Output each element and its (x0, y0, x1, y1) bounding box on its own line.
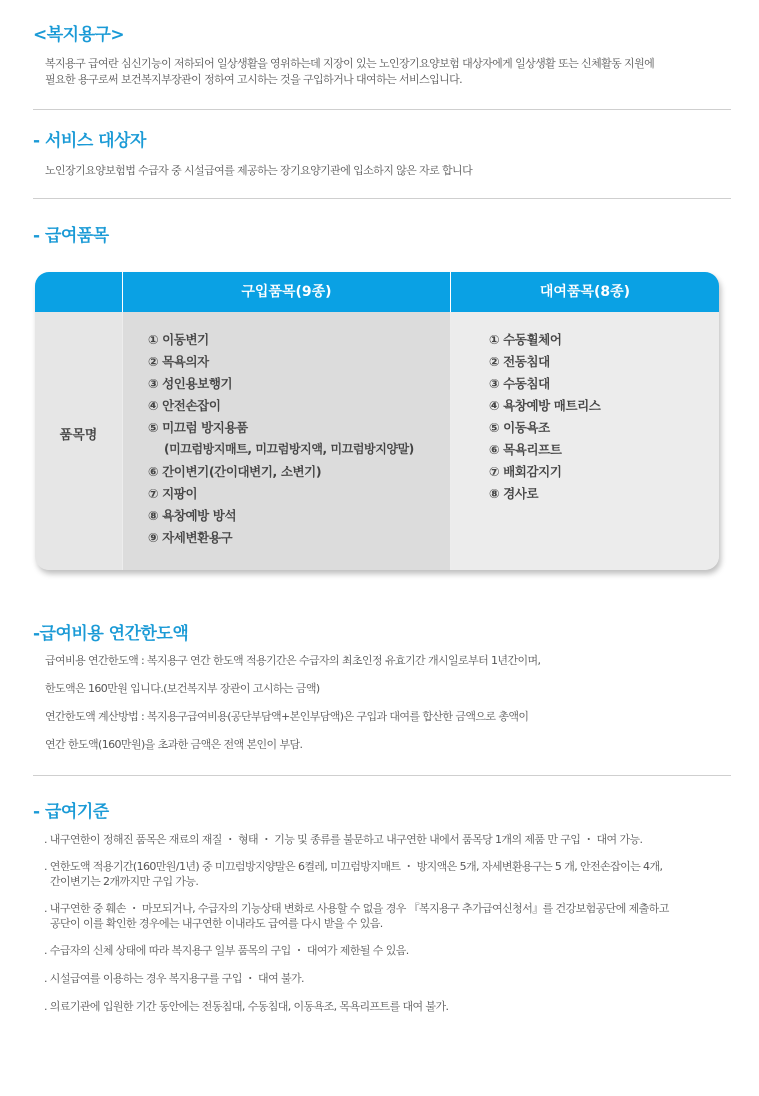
benefit-items-table (35, 272, 719, 570)
rental-item: ④ 욕창예방 매트리스 (489, 398, 601, 413)
annual-limit-line-4: 연간 한도액(160만원)을 초과한 금액은 전액 본인이 부담. (45, 738, 303, 751)
annual-limit-line-3: 연간한도액 계산방법 : 복지용구급여비용(공단부담액+본인부담액)은 구입과 대여를 합산한 금액으로 총액이 (45, 710, 529, 723)
section-title-service-target: - 서비스 대상자 (33, 131, 146, 151)
criteria-item-cont: 공단이 이를 확인한 경우에는 내구연한 이내라도 급여를 다시 받을 수 있음. (50, 917, 383, 930)
purchase-items-cell (123, 312, 450, 570)
divider (33, 775, 731, 776)
section-title-benefit-items: - 급여품목 (33, 226, 109, 246)
purchase-item: ② 목욕의자 (148, 354, 209, 369)
criteria-item-cont: 간이변기는 2개까지만 구입 가능. (50, 875, 199, 888)
purchase-item: ⑤ 미끄럼 방지용품 (148, 420, 248, 435)
rental-items-cell (451, 312, 719, 570)
header-purchase-items: 구입품목(9종) (241, 284, 332, 300)
welfare-desc-line-1: 복지용구 급여란 심신기능이 저하되어 일상생활을 영위하는데 지장이 있는 노인장기요양보험 대상자에게 일상생활 또는 신체활동 지원에 (45, 57, 655, 70)
divider (33, 198, 731, 199)
rental-item: ① 수동휠체어 (489, 332, 562, 347)
purchase-item: ⑥ 간이변기(간이대변기, 소변기) (148, 464, 322, 479)
purchase-item: ③ 성인용보행기 (148, 376, 233, 391)
annual-limit-line-2: 한도액은 160만원 입니다.(보건복지부 장관이 고시하는 금액) (45, 682, 320, 695)
section-title-annual-limit: -급여비용 연간한도액 (33, 624, 189, 644)
criteria-item: . 시설급여를 이용하는 경우 복지용구를 구입 ・ 대여 불가. (44, 972, 304, 985)
rental-item: ⑧ 경사로 (489, 486, 539, 501)
purchase-item-sub: (미끄럼방지매트, 미끄럼방지액, 미끄럼방지양말) (164, 442, 414, 456)
row-label-cell (35, 312, 122, 570)
table-header (35, 272, 719, 312)
criteria-item: . 수급자의 신체 상태에 따라 복지용구 일부 품목의 구입 ・ 대여가 제한될 수 있음. (44, 944, 409, 957)
rental-item: ⑥ 목욕리프트 (489, 442, 562, 457)
purchase-item: ⑨ 자세변환용구 (148, 530, 233, 545)
section-title-welfare-equipment: <복지용구> (33, 25, 125, 45)
purchase-item: ⑦ 지팡이 (148, 486, 198, 501)
service-target-desc: 노인장기요양보험법 수급자 중 시설급여를 제공하는 장기요양기관에 입소하지 않은 자로 합니다 (45, 164, 473, 177)
rental-item: ③ 수동침대 (489, 376, 550, 391)
criteria-item: . 의료기관에 입원한 기간 동안에는 전동침대, 수동침대, 이동욕조, 목욕리프트를 대여 불가. (44, 1000, 449, 1013)
section-title-benefit-criteria: - 급여기준 (33, 802, 109, 822)
welfare-desc-line-2: 필요한 용구로써 보건복지부장관이 정하여 고시하는 것을 구입하거나 대여하는 서비스입니다. (45, 73, 463, 86)
rental-item: ⑦ 배회감지기 (489, 464, 562, 479)
purchase-item: ⑧ 욕창예방 방석 (148, 508, 237, 523)
purchase-item: ① 이동변기 (148, 332, 209, 347)
criteria-item: . 내구연한이 정해진 품목은 재료의 재질 ・ 형태 ・ 기능 및 종류를 불문하고 내구연한 내에서 품목당 1개의 제품 만 구입 ・ 대여 가능. (44, 833, 643, 846)
annual-limit-line-1: 급여비용 연간한도액 : 복지용구 연간 한도액 적용기간은 수급자의 최초인정 유효기간 개시일로부터 1년간이며, (45, 654, 541, 667)
rental-item: ⑤ 이동욕조 (489, 420, 550, 435)
rental-item: ② 전동침대 (489, 354, 550, 369)
divider (33, 109, 731, 110)
header-divider (450, 272, 451, 312)
criteria-item: . 연한도액 적용기간(160만원/1년) 중 미끄럼방지양말은 6켤레, 미끄럼방지매트 ・ 방지액은 5개, 자세변환용구는 5 개, 안전손잡이는 4개, (44, 860, 663, 873)
header-rental-items: 대여품목(8종) (539, 284, 631, 300)
header-divider (122, 272, 123, 312)
row-label-item-name: 품목명 (59, 428, 98, 443)
criteria-item: . 내구연한 중 훼손 ・ 마모되거나, 수급자의 기능상태 변화로 사용할 수 없을 경우 『복지용구 추가급여신청서』를 건강보험공단에 제출하고 (44, 902, 669, 915)
purchase-item: ④ 안전손잡이 (148, 398, 221, 413)
